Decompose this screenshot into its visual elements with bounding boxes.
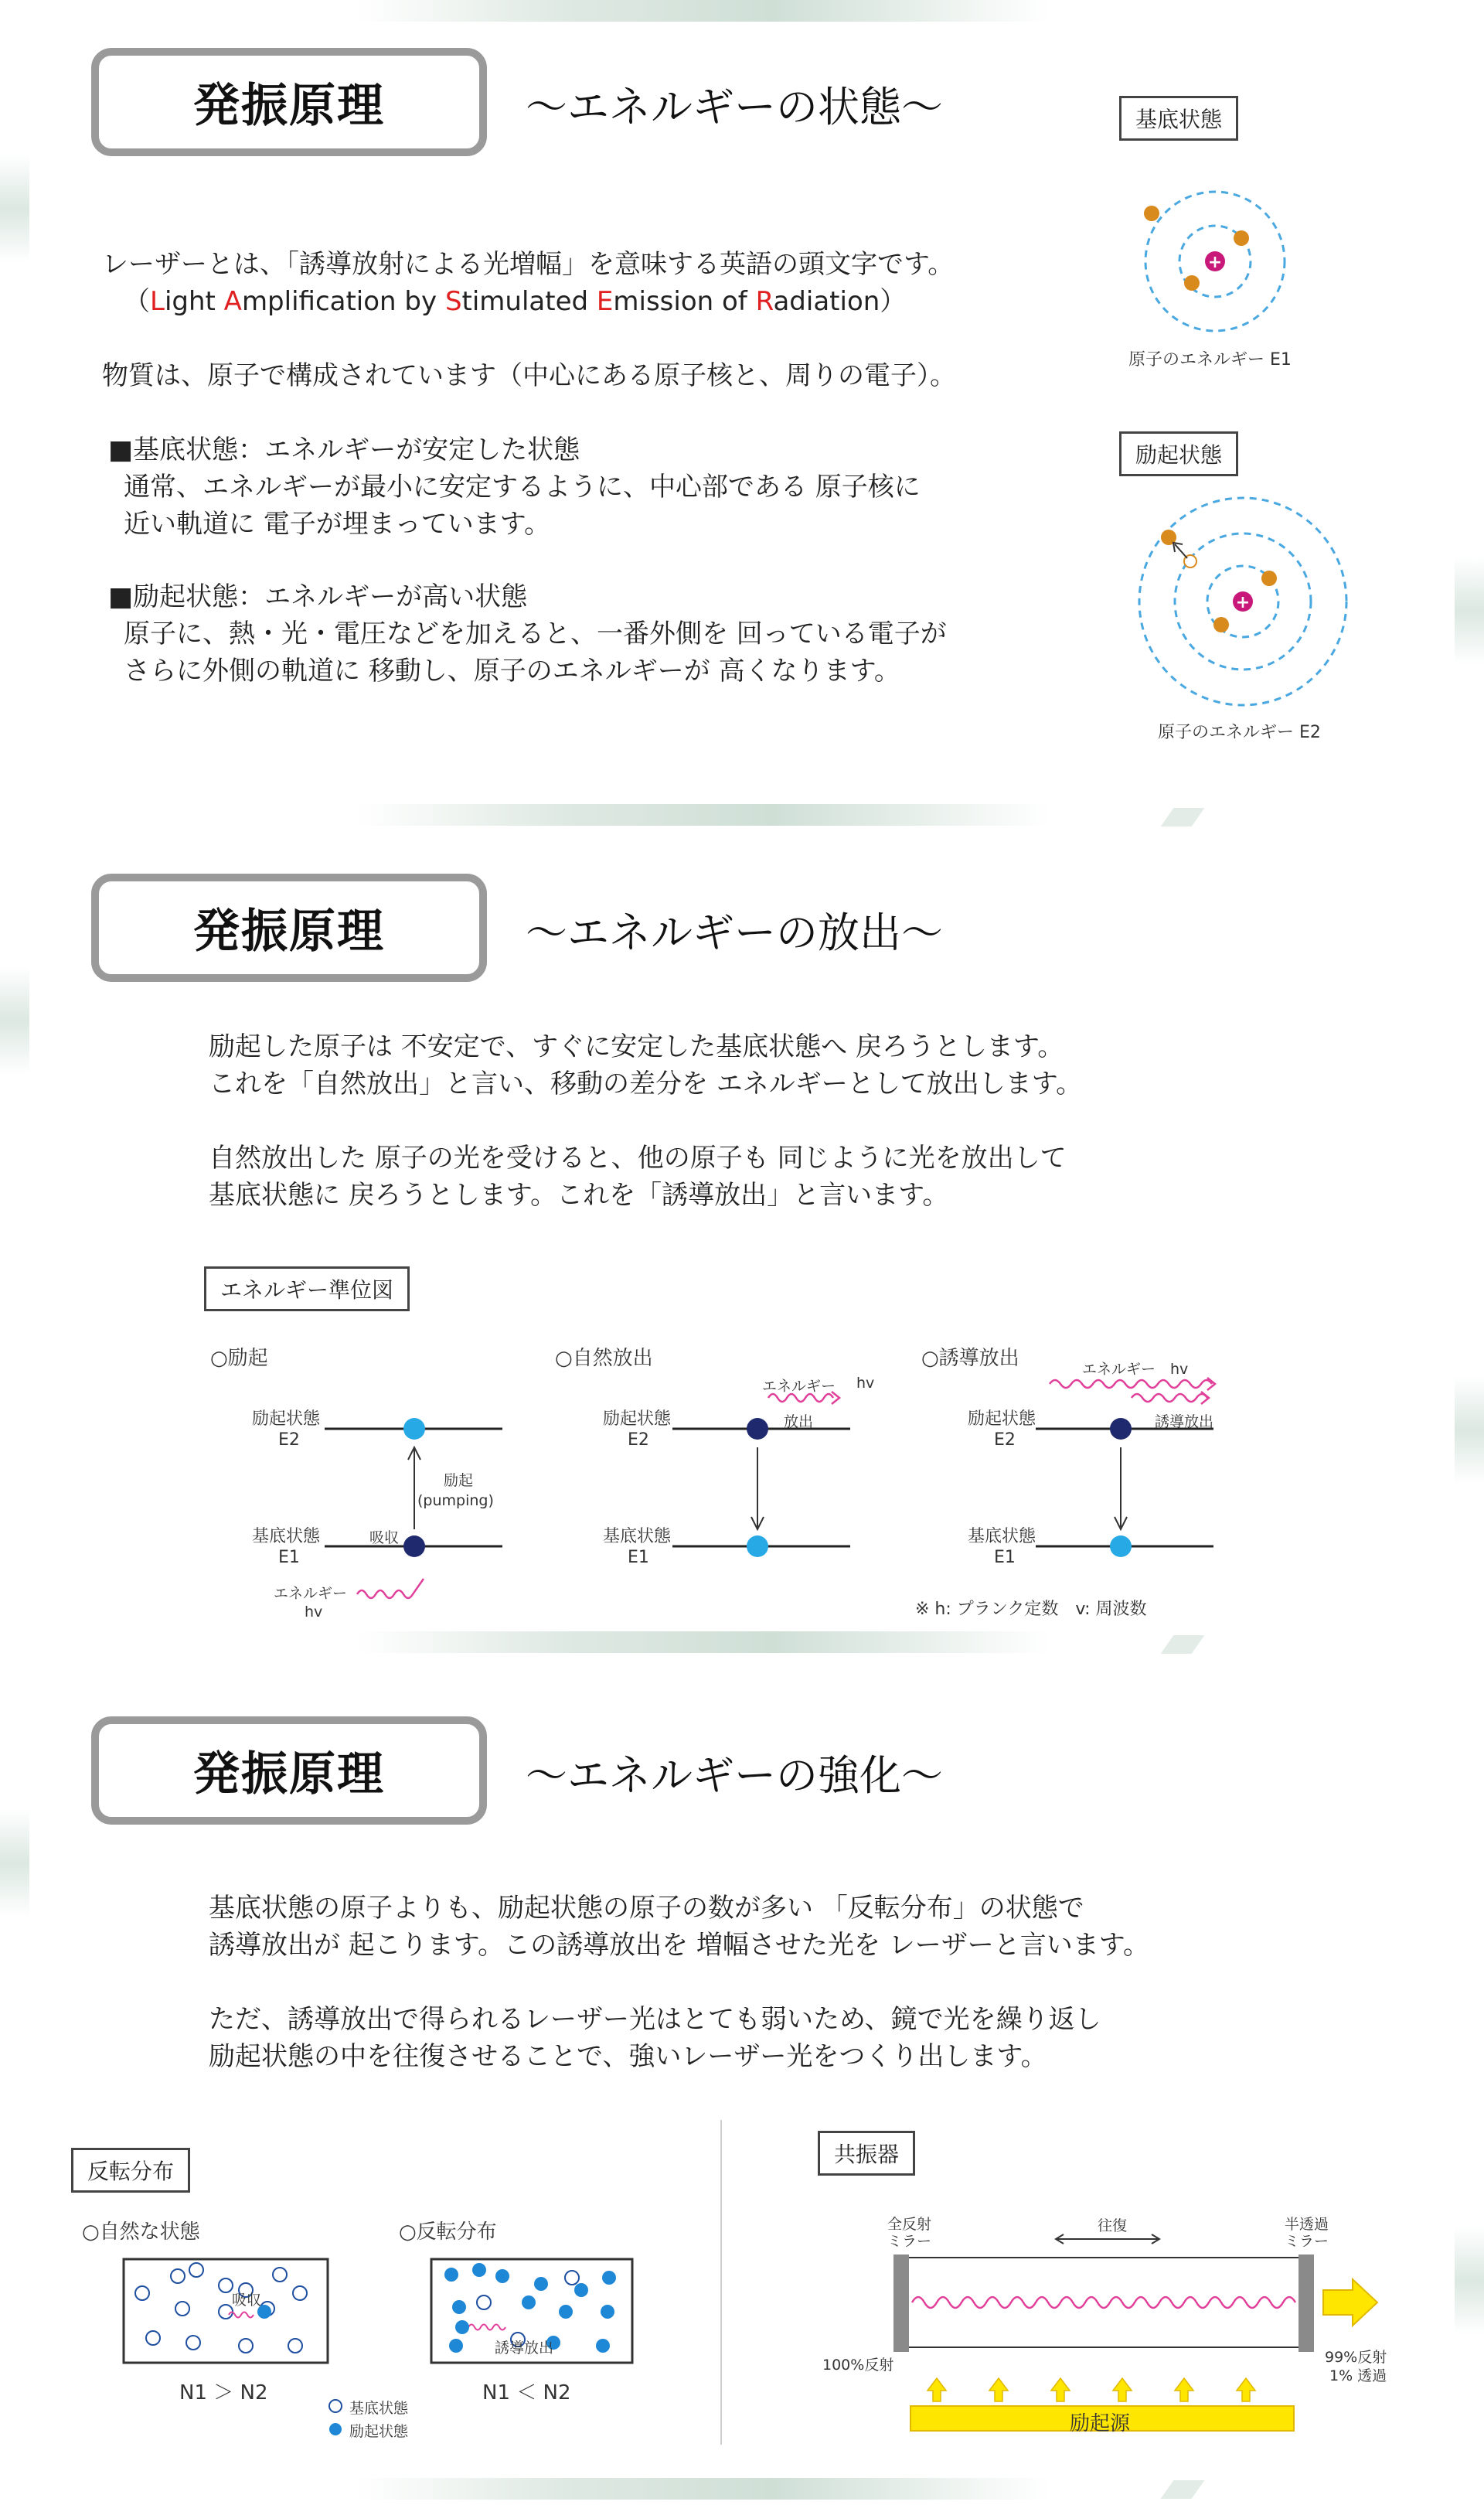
full-mirror-label: 全反射	[887, 2216, 932, 2233]
matter-line: 物質は、原子で構成されています（中心にある原子核と、周りの電子）。	[102, 360, 956, 391]
legend-ground: 基底状態	[349, 2400, 409, 2417]
half-mirror-label: 半透過	[1285, 2216, 1329, 2233]
natural-state-title: ○自然な状態	[82, 2220, 200, 2244]
section-title: 発振原理	[91, 1716, 487, 1825]
energy-level-tag: エネルギー準位図	[204, 1266, 410, 1311]
resonator-tag: 共振器	[818, 2131, 915, 2176]
section-subtitle: ～エネルギーの放出～	[526, 908, 943, 957]
pump-source-label: 励起源	[1070, 2412, 1131, 2435]
e1-label: E1	[994, 1548, 1016, 1567]
emission-text: 励起した原子は 不安定で、すぐに安定した基底状態へ 戻ろうとします。	[209, 1031, 1064, 1062]
panel-title-stimulated: ○誘導放出	[921, 1347, 1019, 1370]
hv-label: hv	[305, 1604, 323, 1621]
emit-label: 放出	[784, 1413, 814, 1430]
legend-excited: 励起状態	[349, 2423, 409, 2440]
excited-heading: ■励起状態：エネルギーが高い状態	[108, 581, 528, 612]
e2-label: E2	[994, 1430, 1016, 1450]
ground-atom-caption: 原子のエネルギー E1	[1128, 350, 1292, 370]
panel-title-excite: ○励起	[210, 1347, 268, 1370]
energy-label: エネルギー	[762, 1378, 836, 1395]
svg-text:+: +	[1207, 253, 1223, 272]
excited-state-label: 励起状態	[603, 1409, 672, 1429]
stim-emit-label: 誘導放出	[1155, 1413, 1214, 1430]
emission-text: 自然放出した 原子の光を受けると、他の原子も 同じように光を放出して	[209, 1143, 1067, 1174]
intro-line: レーザーとは、「誘導放射による光増幅」を意味する英語の頭文字です。	[102, 249, 955, 280]
pumping-label: 励起	[444, 1472, 474, 1489]
ground-state-label: 基底状態	[968, 1527, 1036, 1546]
absorb-label: 吸収	[232, 2292, 262, 2309]
natural-relation: N1 ＞ N2	[179, 2381, 268, 2404]
excited-text: さらに外側の軌道に 移動し、原子のエネルギーが 高くなります。	[124, 656, 900, 687]
round-trip-label: 往復	[1098, 2217, 1128, 2234]
amplification-text: 誘導放出が 起こります。この誘導放出を 増幅させた光を レーザーと言います。	[209, 1930, 1149, 1961]
transmit-1-label: 1% 透過	[1329, 2367, 1387, 2384]
amplification-text: 基底状態の原子よりも、励起状態の原子の数が多い 「反転分布」の状態で	[209, 1893, 1084, 1924]
emission-text: 基底状態に 戻ろうとします。これを「誘導放出」と言います。	[209, 1180, 949, 1211]
section-title: 発振原理	[91, 874, 487, 982]
full-mirror-label: ミラー	[887, 2233, 932, 2250]
panel-title-spontaneous: ○自然放出	[555, 1347, 653, 1370]
e2-label: E2	[628, 1430, 649, 1450]
reflect-100-label: 100%反射	[822, 2357, 894, 2374]
e1-label: E1	[278, 1548, 300, 1567]
section-subtitle: ～エネルギーの状態～	[526, 83, 943, 131]
footnote: ※ h: プランク定数 v: 周波数	[915, 1600, 1147, 1619]
half-mirror-label: ミラー	[1285, 2233, 1329, 2250]
ground-state-label: 基底状態	[252, 1527, 321, 1546]
hv-label: hv	[856, 1375, 875, 1392]
acronym-line: （Light Amplification by Stimulated Emission of Radiation）	[124, 286, 907, 317]
e1-label: E1	[628, 1548, 649, 1567]
section-subtitle: ～エネルギーの強化～	[526, 1751, 943, 1800]
e2-label: E2	[278, 1430, 300, 1450]
stim-emit-label: 誘導放出	[495, 2340, 554, 2357]
ground-state-tag: 基底状態	[1119, 96, 1238, 141]
ground-state-label: 基底状態	[603, 1527, 672, 1546]
emission-text: これを「自然放出」と言い、移動の差分を エネルギーとして放出します。	[209, 1068, 1083, 1099]
excited-state-label: 励起状態	[968, 1409, 1036, 1429]
ground-text: 近い軌道に 電子が埋まっています。	[124, 509, 551, 540]
excited-state-label: 励起状態	[252, 1409, 321, 1429]
section-title: 発振原理	[91, 48, 487, 156]
excited-state-tag: 励起状態	[1119, 431, 1238, 476]
amplification-text: 励起状態の中を往復させることで、強いレーザー光をつくり出します。	[209, 2041, 1047, 2072]
amplification-text: ただ、誘導放出で得られるレーザー光はとても弱いため、鏡で光を繰り返し	[209, 2004, 1101, 2035]
energy-hv-label: エネルギー hv	[1082, 1361, 1189, 1378]
ground-text: 通常、エネルギーが最小に安定するように、中心部である 原子核に	[124, 472, 921, 503]
excited-atom-caption: 原子のエネルギー E2	[1158, 723, 1321, 742]
pumping-label: (pumping)	[417, 1492, 494, 1509]
inverted-relation: N1 ＜ N2	[482, 2381, 571, 2404]
absorb-label: 吸収	[369, 1529, 400, 1546]
inverted-state-title: ○反転分布	[399, 2220, 497, 2244]
reflect-99-label: 99%反射	[1325, 2349, 1387, 2366]
excited-text: 原子に、熱・光・電圧などを加えると、一番外側を 回っている電子が	[124, 619, 947, 649]
inversion-tag: 反転分布	[71, 2148, 190, 2193]
energy-label: エネルギー	[274, 1585, 348, 1602]
svg-text:+: +	[1235, 593, 1251, 612]
ground-heading: ■基底状態：エネルギーが安定した状態	[108, 435, 580, 465]
